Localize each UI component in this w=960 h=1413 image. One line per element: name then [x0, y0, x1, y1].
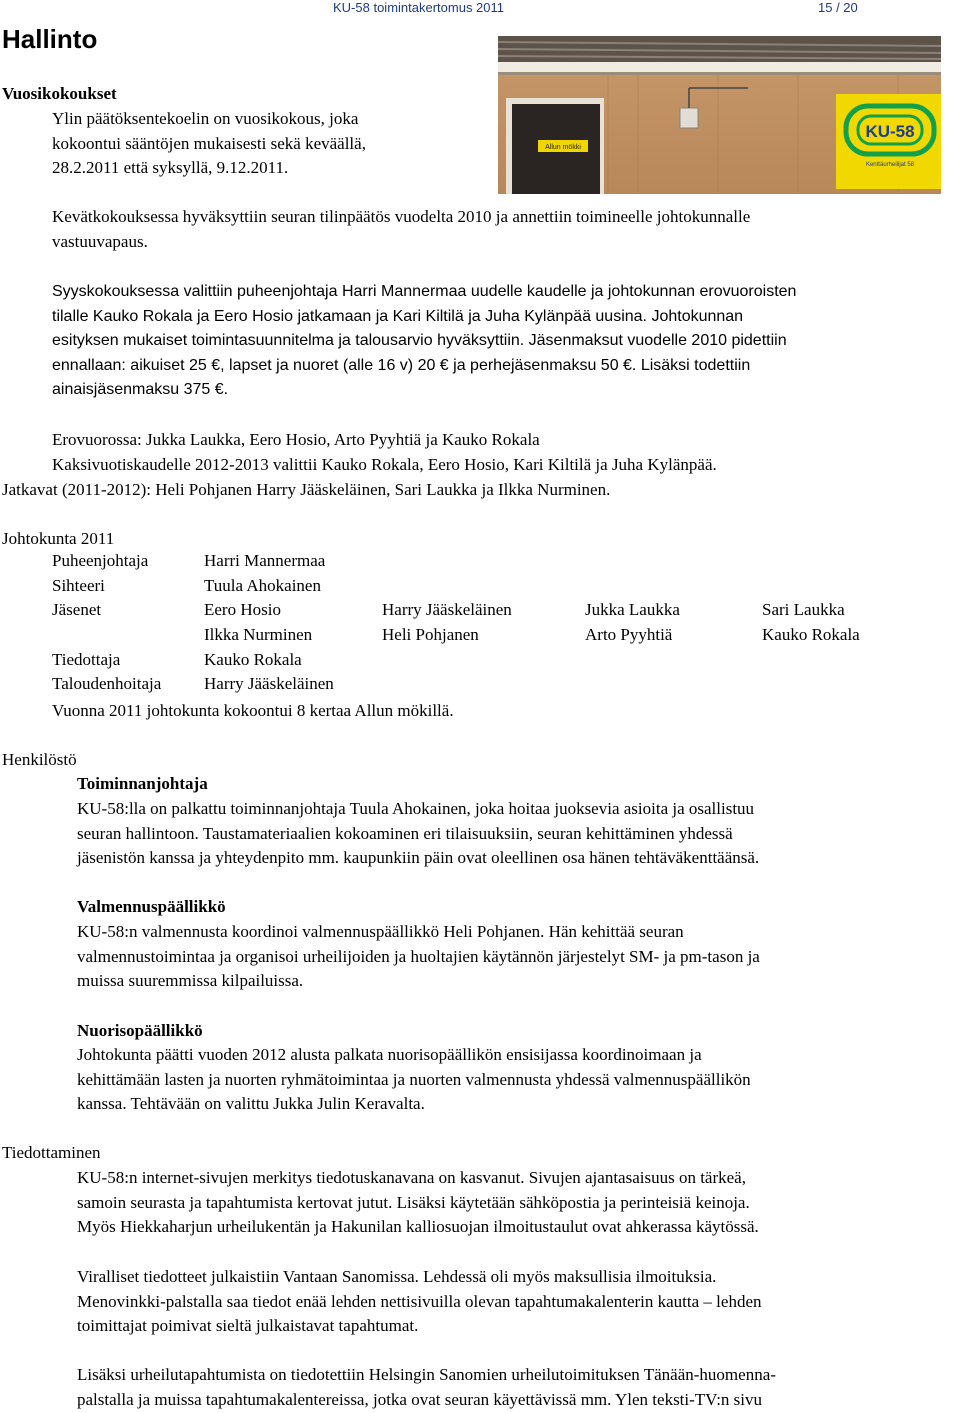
clubhouse-illustration: [498, 36, 941, 194]
text-line: vastuuvapaus.: [52, 231, 148, 251]
jatkavat-line: Jatkavat (2011-2012): Heli Pohjanen Harry Jääskeläinen, Sari Laukka ja Ilkka Nurminen.: [2, 480, 611, 499]
text-line: kokoontui sääntöjen mukaisesti sekä keväällä,: [52, 133, 366, 153]
text-line: ennallaan: aikuiset 25 €, lapset ja nuoret (alle 16 v) 20 € ja perhejäsenmaksu 50 €. Lisäksi todettiin: [52, 356, 751, 374]
text-line: KU-58:lla on palkattu toiminnanjohtaja Tuula Ahokainen, joka hoitaa juoksevia asioita ja osallistuu: [77, 799, 755, 818]
member-cell: [585, 650, 762, 675]
kaksivuotiskausi-line: Kaksivuotiskaudelle 2012-2013 valittii Kauko Rokala, Eero Hosio, Kari Kiltilä ja Juha Kylänpää.: [52, 455, 717, 474]
text-line: Viralliset tiedotteet julkaistiin Vantaan Sanomissa. Lehdessä oli myös maksullisia ilmoituksia.: [77, 1267, 717, 1286]
member-cell: Heli Pohjanen: [382, 625, 479, 645]
member-cell: [585, 576, 762, 601]
member-cell: [762, 674, 912, 699]
valmennuspaallikko-heading: Valmennuspäällikkö: [77, 897, 226, 916]
member-cell: Tuula Ahokainen: [204, 575, 321, 595]
text-line: tilalle Kauko Rokala ja Eero Hosio jatkamaan ja Kari Kiltilä ja Juha Kylänpää uusina. Johtokunnan: [52, 307, 744, 325]
document-header: KU-58 toimintakertomus 2011: [333, 0, 505, 15]
member-cell: [762, 551, 912, 576]
table-row: [52, 625, 912, 650]
member-cell: Arto Pyyhtiä: [585, 625, 673, 645]
page-number: 15 / 20: [818, 0, 858, 15]
text-line: samoin seurasta ja tapahtumista kertovat jutut. Lisäksi käytetään sähköpostia ja perinteisiä keinoja.: [77, 1192, 750, 1212]
text-line: jäsenistön kanssa ja yhteydenpito mm. kaupunkiin päin ovat oleellinen osa hänen tehtäväkenttäänsä.: [77, 848, 760, 867]
member-cell: [382, 650, 585, 675]
member-cell: Harri Mannermaa: [204, 551, 326, 570]
syyskokous-paragraph: [52, 280, 796, 403]
johtokunta-note: Vuonna 2011 johtokunta kokoontui 8 kertaa Allun mökillä.: [52, 701, 454, 720]
clubhouse-photo: [498, 36, 941, 194]
vuosikokoukset-heading: Vuosikokoukset: [2, 84, 117, 103]
kevatkokous-paragraph: [52, 205, 750, 254]
table-row: [52, 576, 912, 601]
tiedottaminen-paragraph-1: [77, 1166, 759, 1240]
vuosikokoukset-text: [52, 107, 366, 181]
table-row: [52, 551, 912, 576]
member-cell: [585, 551, 762, 576]
member-cell: [762, 576, 912, 601]
role-cell: Tiedottaja: [52, 649, 121, 669]
member-cell: Harry Jääskeläinen: [382, 600, 512, 620]
role-cell: Puheenjohtaja: [52, 551, 149, 570]
member-cell: Sari Laukka: [762, 600, 845, 620]
text-line: Myös Hiekkaharjun urheilukentän ja Hakunilan kalliosuojan ilmoitustaulut ovat ahkerassa käytössä.: [77, 1217, 759, 1236]
table-row: [52, 674, 912, 699]
text-line: Johtokunta päätti vuoden 2012 alusta palkata nuorisopäällikön ensisijassa koordinoimaan ja: [77, 1045, 702, 1064]
text-line: kanssa. Tehtävään on valittu Jukka Julin Keravalta.: [77, 1094, 425, 1113]
table-row: [52, 600, 912, 625]
member-cell: [585, 674, 762, 699]
text-line: muissa suuremmissa kilpailuissa.: [77, 971, 304, 990]
text-line: Ylin päätöksentekoelin on vuosikokous, joka: [52, 109, 359, 128]
text-line: seuran hallintoon. Taustamateriaalien kokoaminen eri tilaisuuksiin, seuran kehittäminen yhdessä: [77, 823, 733, 843]
text-line: Kevätkokouksessa hyväksyttiin seuran tilinpäätös vuodelta 2010 ja annettiin toimineelle johtokunnalle: [52, 207, 751, 226]
club-logo-subtext: Kenttäurheilijat 58: [865, 162, 915, 168]
member-cell: [382, 674, 585, 699]
toiminnanjohtaja-heading: Toiminnanjohtaja: [77, 774, 208, 793]
role-cell: Taloudenhoitaja: [52, 674, 162, 694]
member-cell: Kauko Rokala: [762, 625, 860, 645]
member-cell: Eero Hosio: [204, 600, 281, 620]
role-cell: Jäsenet: [52, 600, 102, 620]
erovuoro-line: Erovuorossa: Jukka Laukka, Eero Hosio, Arto Pyyhtiä ja Kauko Rokala: [52, 430, 540, 449]
section-title: Hallinto: [2, 24, 98, 54]
nuorisopaallikko-heading: Nuorisopäällikkö: [77, 1021, 203, 1040]
board-table: [52, 551, 912, 699]
text-line: esityksen mukaiset toimintasuunnitelma ja talousarvio hyväksyttiin. Jäsenmaksut vuodelle 2010 pidettiin: [52, 332, 787, 349]
member-cell: Jukka Laukka: [585, 600, 680, 620]
door-sign-label: Allun mökki: [545, 144, 581, 151]
text-line: KU-58:n valmennusta koordinoi valmennuspäällikkö Heli Pohjanen. Hän kehittää seuran: [77, 922, 684, 941]
tiedottaminen-heading: Tiedottaminen: [2, 1143, 101, 1162]
member-cell: Ilkka Nurminen: [204, 625, 313, 645]
text-line: KU-58:n internet-sivujen merkitys tiedotuskanavana on kasvanut. Sivujen ajantasaisuus on tärkeä,: [77, 1168, 746, 1187]
club-logo-text: KU-58: [865, 122, 915, 141]
tiedottaminen-paragraph-2: [77, 1265, 762, 1339]
valmennuspaallikko-text: [77, 920, 760, 994]
text-line: Menovinkki-palstalla saa tiedot enää lehden nettisivuilla olevan tapahtumakalenterin kautta – lehden: [77, 1291, 762, 1311]
tiedottaminen-paragraph-3: [77, 1363, 776, 1412]
member-cell: [382, 576, 585, 601]
text-line: valmennustoimintaa ja organisoi urheilijoiden ja huoltajien käytännön järjestelyt SM- ja pm-tason ja: [77, 946, 760, 966]
nuorisopaallikko-text: [77, 1043, 751, 1117]
role-cell: Sihteeri: [52, 575, 105, 595]
text-line: Syyskokouksessa valittiin puheenjohtaja Harri Mannermaa uudelle kaudelle ja johtokunnan erovuoroisten: [52, 283, 797, 300]
johtokunta-heading: Johtokunta 2011: [2, 529, 115, 548]
text-line: toimittajat poimivat sieltä julkaistavat tapahtumat.: [77, 1316, 419, 1335]
toiminnanjohtaja-text: [77, 797, 759, 871]
text-line: 28.2.2011 että syksyllä, 9.12.2011.: [52, 158, 289, 177]
text-line: palstalla ja muissa tapahtumakalentereissa, jotka ovat seuran käyettävissä mm. Ylen teksti-TV:n sivu: [77, 1389, 763, 1409]
member-cell: Kauko Rokala: [204, 649, 302, 669]
member-cell: Harry Jääskeläinen: [204, 674, 334, 694]
henkilosto-heading: Henkilöstö: [2, 750, 77, 769]
table-row: [52, 650, 912, 675]
member-cell: [382, 551, 585, 576]
text-line: kehittämään lasten ja nuorten ryhmätoimintaa ja nuorten valmennusta yhdessä valmennuspäällikön: [77, 1069, 751, 1089]
text-line: ainaisjäsenmaksu 375 €.: [52, 381, 229, 398]
member-cell: [762, 650, 912, 675]
role-cell: [52, 625, 204, 650]
text-line: Lisäksi urheilutapahtumista on tiedotettiin Helsingin Sanomien urheilutoimituksen Tänään-huomenna-: [77, 1365, 776, 1384]
